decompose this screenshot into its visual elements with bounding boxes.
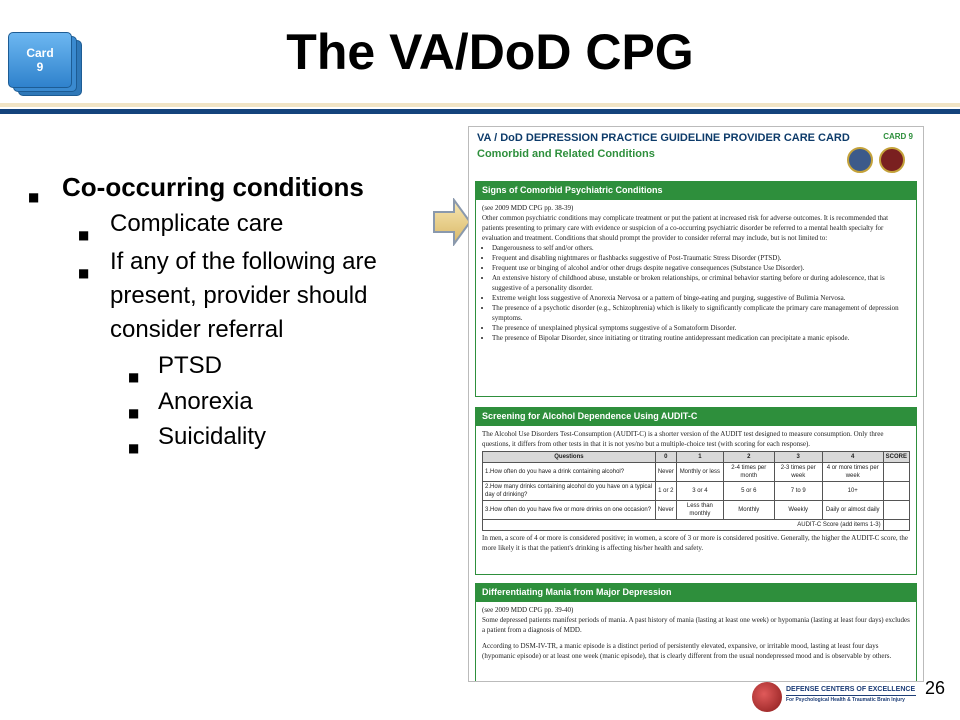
care-card-title: VA / DoD DEPRESSION PRACTICE GUIDELINE PROVIDER CARE CARD	[477, 132, 850, 144]
card-badge	[8, 32, 80, 94]
condition-item: • Frequent use or binging of alcohol and/or other drugs despite negative consequences (Substance Use Disorder).	[492, 263, 910, 273]
section-header: Signs of Comorbid Psychiatric Conditions	[476, 182, 916, 200]
dcoe-logo-subtitle: For Psychological Health & Traumatic Brain Injury	[786, 697, 905, 703]
bullet-item-text: PTSD	[158, 352, 223, 379]
table-row	[483, 520, 910, 531]
bullet-square-icon: ■	[78, 266, 90, 280]
care-card-subtitle: Comorbid and Related Conditions	[477, 148, 655, 160]
section-footer: In men, a score of 4 or more is considered positive; in women, a score of 3 or more is considered positive. Generally, the higher the AUDIT-C score, the more likely it is that the patient's drinking is affecting his/her health and safety.	[482, 534, 908, 552]
card-badge-number: 9	[36, 60, 44, 74]
bullet-square-icon: ■	[128, 441, 140, 455]
section-text: According to DSM-IV-TR, a manic episode is a distinct period of persistently elevated, expansive, or irritable mood, lasting at least four days (hypomanic episode) or at least one week (manic episode), that is clearly different from the usual nondepressed mood and is observable by others.	[482, 642, 892, 660]
bullet-item-text: Anorexia	[158, 388, 253, 415]
table-row: 1.How often do you have a drink containing alcohol? Never Monthly or less 2-4 times per month 2-3 times per week 4 or more times per week	[483, 463, 910, 482]
section-audit-c	[475, 407, 917, 575]
table-header: 1	[676, 452, 723, 463]
condition-item: • An extensive history of childhood abuse, unstable or broken relationships, or criminal behavior starting before or during adolescence, that is suggestive of a personality disorder.	[492, 273, 910, 293]
condition-item: • The presence of Bipolar Disorder, since initiating or titrating routine antidepressant medication can precipitate a manic episode.	[492, 333, 910, 343]
condition-item: • Frequent and disabling nightmares or flashbacks suggestive of Post-Traumatic Stress Disorder (PTSD).	[492, 253, 910, 263]
table-header: 3	[774, 452, 822, 463]
bullet-square-icon: ■	[78, 228, 90, 242]
table-header: SCORE	[883, 452, 909, 463]
section-mania	[475, 583, 917, 682]
dcoe-logo-title: DEFENSE CENTERS OF EXCELLENCE	[786, 686, 916, 693]
bullet-square-icon: ■	[128, 370, 140, 384]
table-header: Questions	[483, 452, 656, 463]
care-card-number: CARD 9	[883, 132, 913, 141]
slide-title: The VA/DoD CPG	[286, 24, 694, 80]
dod-seal-icon	[847, 147, 873, 173]
bullet-square-icon: ■	[28, 190, 40, 204]
section-reference: (see 2009 MDD CPG pp. 39-40)	[482, 606, 574, 614]
condition-item: • The presence of unexplained physical symptoms suggestive of a Somatoform Disorder.	[492, 323, 910, 333]
card-layer-front	[8, 32, 72, 88]
bullet-main-text: Co-occurring conditions	[62, 172, 364, 202]
condition-item: • Dangerousness to self and/or others.	[492, 243, 910, 253]
provider-care-card	[468, 126, 924, 682]
title-divider-dark	[0, 109, 960, 114]
bullet-square-icon: ■	[128, 406, 140, 420]
bullet-sub-text: present, provider should	[110, 282, 368, 309]
bullet-sub-text: If any of the following are	[110, 248, 377, 275]
title-divider-light	[0, 103, 960, 107]
audit-total-label: AUDIT-C Score (add items 1-3)	[483, 520, 884, 531]
bullet-sub-text: Complicate care	[110, 210, 284, 237]
va-seal-icon	[879, 147, 905, 173]
section-reference: (see 2009 MDD CPG pp. 38-39)	[482, 204, 574, 212]
globe-icon	[752, 682, 782, 712]
card-badge-label: Card	[26, 46, 54, 60]
condition-item: • The presence of a psychotic disorder (e.g., Schizophrenia) which is likely to significantly complicate the primary care management of depression symptoms.	[492, 303, 910, 323]
table-row: 3.How often do you have five or more drinks on one occasion? Never Less than monthly Monthly Weekly Daily or almost daily	[483, 501, 910, 520]
section-intro: The Alcohol Use Disorders Test-Consumption (AUDIT-C) is a shorter version of the AUDIT test designed to measure consumption. Only three questions, it differs from other tests in that it is not yes/no but a multiple-choice test (with scoring for each response).	[482, 430, 884, 448]
section-text: Some depressed patients manifest periods of mania. A past history of mania (lasting at least one week) or hypomania (lasting at least four days) excludes a patient from a diagnosis of MDD.	[482, 616, 910, 634]
page-number: 26	[925, 678, 946, 698]
table-header: 0	[655, 452, 676, 463]
arrow-right-icon	[432, 198, 472, 246]
audit-c-table	[482, 451, 910, 531]
section-comorbid-conditions	[475, 181, 917, 397]
section-header: Differentiating Mania from Major Depression	[476, 584, 916, 602]
table-row: 2.How many drinks containing alcohol do you have on a typical day of drinking? 1 or 2 3 or 4 5 or 6 7 to 9 10+	[483, 482, 910, 501]
bullet-sub-text: consider referral	[110, 316, 284, 343]
bullet-item-text: Suicidality	[158, 423, 267, 450]
condition-item: • Extreme weight loss suggestive of Anorexia Nervosa or a pattern of binge-eating and purging, suggestive of Bulimia Nervosa.	[492, 293, 910, 303]
table-header: 2	[723, 452, 774, 463]
section-intro: Other common psychiatric conditions may complicate treatment or put the patient at increased risk for adverse outcomes. It is recommended that patients presenting to primary care with evidence or suspicion of a co-occurring psychiatric disorder be referred to a mental health specialty for evaluation and treatment. Conditions that should prompt the provider to consider referral may include, but is not limited to:	[482, 214, 889, 242]
section-header: Screening for Alcohol Dependence Using AUDIT-C	[476, 408, 916, 426]
table-header: 4	[822, 452, 883, 463]
dcoe-logo	[752, 680, 918, 714]
